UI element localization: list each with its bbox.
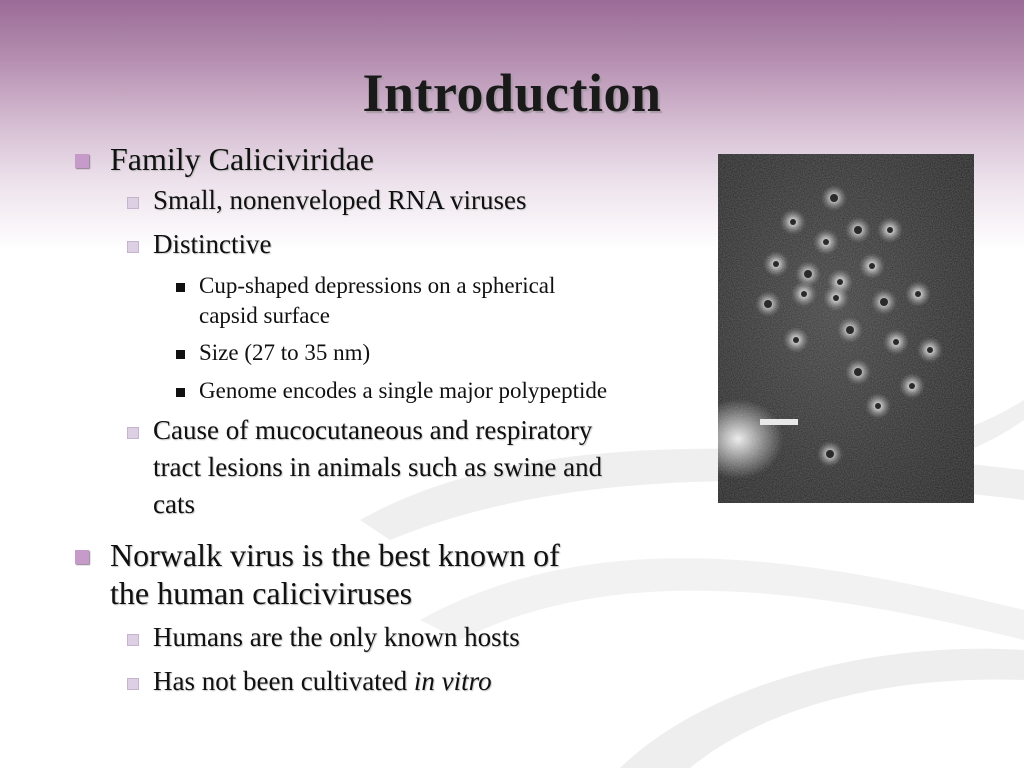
black-square-bullet-icon: [176, 283, 185, 292]
bullet-text: Small, nonenveloped RNA viruses: [153, 185, 527, 215]
virus-particle-core: [790, 219, 796, 225]
bullet-text: Humans are the only known hosts: [153, 622, 520, 652]
small-square-bullet-icon: [127, 197, 139, 209]
small-square-bullet-icon: [127, 634, 139, 646]
bullet-small-nonenveloped: [72, 182, 712, 219]
bullet-humans-hosts: [72, 619, 712, 656]
virus-particle-core: [854, 368, 862, 376]
virus-particle-core: [773, 261, 779, 267]
virus-particle-core: [915, 291, 921, 297]
bullet-text-line-2: tract lesions in animals such as swine and: [153, 452, 603, 482]
electron-micrograph-image: [718, 154, 974, 503]
bullet-text-line-1: Cup-shaped depressions on a spherical: [199, 273, 556, 298]
bullet-cause-of-lesions: [72, 412, 712, 523]
virus-particle-core: [801, 291, 807, 297]
square-bullet-icon: [75, 154, 89, 168]
virus-particle-core: [846, 326, 854, 334]
virus-particle-core: [887, 227, 893, 233]
bullet-text: Size (27 to 35 nm): [199, 340, 371, 365]
black-square-bullet-icon: [176, 350, 185, 359]
bullet-text-italic: in vitro: [413, 666, 492, 696]
bullet-list: [72, 140, 712, 700]
small-square-bullet-icon: [127, 678, 139, 690]
virus-particle-core: [833, 295, 839, 301]
virus-particle-core: [869, 263, 875, 269]
bullet-not-cultivated: [72, 663, 712, 700]
slide-title: Introduction: [362, 63, 662, 123]
virus-particle-core: [893, 339, 899, 345]
scale-bar: [760, 419, 798, 425]
virus-particle-core: [793, 337, 799, 343]
bullet-norwalk-virus: [72, 536, 712, 612]
virus-particle-core: [826, 450, 834, 458]
bullet-cup-shaped: [72, 271, 712, 331]
virus-particle-core: [880, 298, 888, 306]
bullet-text-line-3: cats: [153, 489, 195, 519]
bullet-text: Has not been cultivated: [153, 666, 414, 696]
bullet-genome: [72, 376, 712, 406]
virus-particle-core: [909, 383, 915, 389]
bullet-text: Distinctive: [153, 229, 272, 259]
bullet-text-line-2: the human caliciviruses: [110, 575, 413, 611]
virus-particle-core: [823, 239, 829, 245]
bullet-text-line-1: Cause of mucocutaneous and respiratory: [153, 415, 593, 445]
virus-particle-core: [875, 403, 881, 409]
bullet-family-caliciviridae: [72, 140, 712, 178]
bullet-size: [72, 338, 712, 368]
virus-particle-core: [837, 279, 843, 285]
small-square-bullet-icon: [127, 241, 139, 253]
bullet-text-line-2: capsid surface: [199, 303, 330, 328]
bullet-text-line-1: Norwalk virus is the best known of: [110, 537, 560, 573]
virus-particle-core: [804, 270, 812, 278]
black-square-bullet-icon: [176, 388, 185, 397]
virus-particle-core: [927, 347, 933, 353]
square-bullet-icon: [75, 550, 89, 564]
bullet-distinctive: [72, 226, 712, 263]
virus-particle-core: [830, 194, 838, 202]
bullet-text: Family Caliciviridae: [110, 141, 374, 177]
small-square-bullet-icon: [127, 427, 139, 439]
bullet-text: Genome encodes a single major polypeptide: [199, 378, 608, 403]
virus-particle-core: [854, 226, 862, 234]
virus-particle-core: [764, 300, 772, 308]
